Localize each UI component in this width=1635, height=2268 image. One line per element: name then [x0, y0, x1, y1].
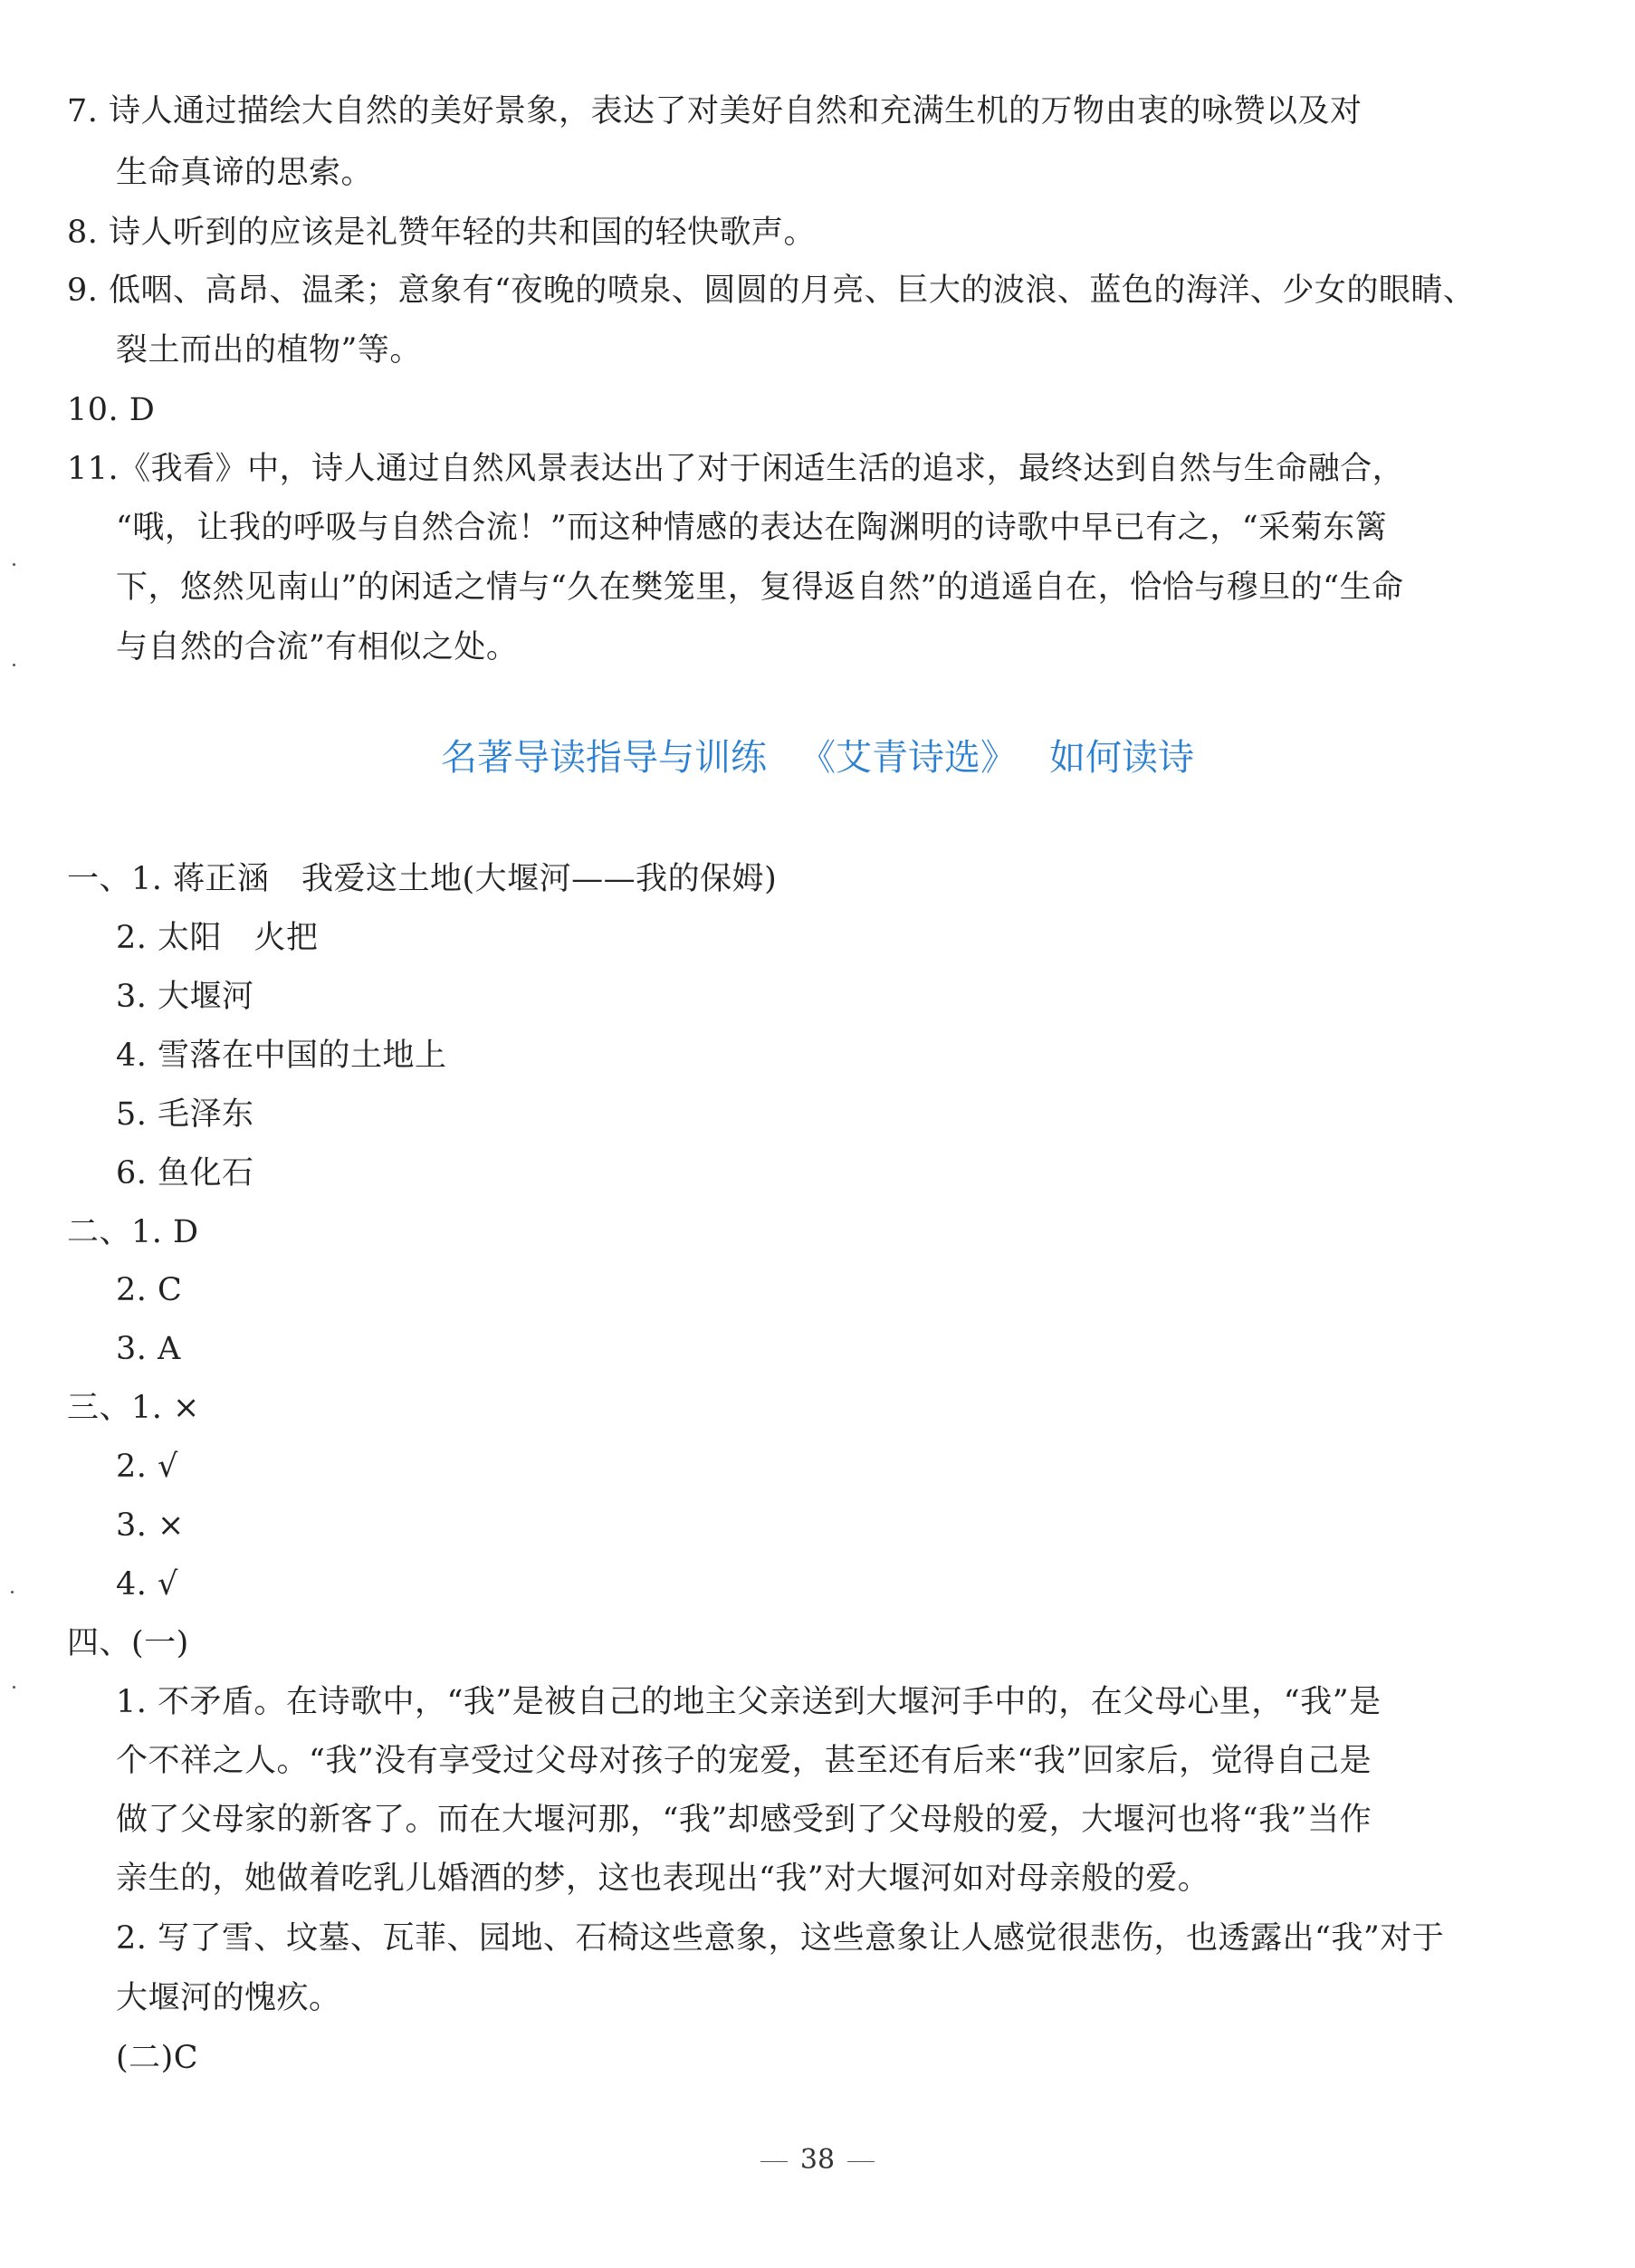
part-2-answer-2: 2. C: [116, 1272, 183, 1308]
scan-speck: [11, 1591, 14, 1593]
answer-7-line-2: 生命真谛的思索。: [116, 155, 374, 191]
scan-speck: [13, 664, 15, 666]
part-1-answer-2: 2. 太阳 火把: [116, 920, 319, 956]
scan-speck: [13, 1686, 15, 1689]
dash-right-icon: [847, 2161, 875, 2162]
answer-11-line-4: 与自然的合流”有相似之处。: [116, 629, 519, 665]
part-2-answer-1: 二、1. D: [67, 1214, 199, 1250]
part-1-answer-5: 5. 毛泽东: [116, 1096, 254, 1133]
dash-left-icon: [760, 2161, 788, 2162]
part-3-answer-2: 2. √: [116, 1449, 178, 1485]
answer-9-line-2: 裂土而出的植物”等。: [116, 332, 422, 368]
part-4-answer-1-line-3: 做了父母家的新客了。而在大堰河那，“我”却感受到了父母般的爱，大堰河也将“我”当作: [116, 1802, 1372, 1838]
answer-11-line-3: 下，悠然见南山”的闲适之情与“久在樊笼里，复得返自然”的逍遥自在，恰恰与穆旦的“生命: [116, 569, 1404, 606]
section-heading: [0, 735, 1635, 780]
answer-10: 10. D: [67, 392, 156, 428]
answer-7-line-1: 7. 诗人通过描绘大自然的美好景象，表达了对美好自然和充满生机的万物由衷的咏赞以及对: [67, 93, 1362, 129]
answer-11-line-2: “哦，让我的呼吸与自然合流！”而这种情感的表达在陶渊明的诗歌中早已有之，“采菊东篱: [116, 510, 1388, 546]
page-number-value: 38: [799, 2144, 836, 2176]
part-4-answer-2-line-1: 2. 写了雪、坟墓、瓦菲、园地、石椅这些意象，这些意象让人感觉很悲伤，也透露出“我”对于: [116, 1920, 1445, 1957]
part-3-answer-1: 三、1. ×: [67, 1390, 200, 1426]
part-1-answer-3: 3. 大堰河: [116, 979, 254, 1015]
answer-9-line-1: 9. 低咽、高昂、温柔；意象有“夜晚的喷泉、圆圆的月亮、巨大的波浪、蓝色的海洋、少女的眼睛、: [67, 273, 1476, 309]
answer-11-line-1: 11.《我看》中，诗人通过自然风景表达出了对于闲适生活的追求，最终达到自然与生命融合，: [67, 451, 1405, 487]
section-title-book: 《艾青诗选》: [799, 737, 1017, 779]
part-1-answer-4: 4. 雪落在中国的土地上: [116, 1038, 447, 1074]
scan-speck: [13, 563, 15, 566]
section-title-main: 名著导读指导与训练: [441, 737, 767, 779]
part-1-answer-1: 一、1. 蒋正涵 我爱这土地(大堰河——我的保姆): [67, 861, 778, 897]
part-4-answer-1-line-1: 1. 不矛盾。在诗歌中，“我”是被自己的地主父亲送到大堰河手中的，在父母心里，“我”是: [116, 1684, 1382, 1720]
part-4-answer-1-line-2: 个不祥之人。“我”没有享受过父母对孩子的宠爱，甚至还有后来“我”回家后，觉得自己是: [116, 1743, 1372, 1779]
answer-8: 8. 诗人听到的应该是礼赞年轻的共和国的轻快歌声。: [67, 215, 817, 251]
part-4-answer-1-line-4: 亲生的，她做着吃乳儿婚酒的梦，这也表现出“我”对大堰河如对母亲般的爱。: [116, 1861, 1210, 1897]
page-number: [0, 2142, 1635, 2178]
part-1-answer-6: 6. 鱼化石: [116, 1155, 254, 1191]
part-2-answer-3: 3. A: [116, 1331, 181, 1367]
part-3-answer-3: 3. ×: [116, 1507, 185, 1544]
part-4-heading: 四、(一): [67, 1625, 189, 1661]
part-3-answer-4: 4. √: [116, 1566, 178, 1603]
part-4-answer-2-line-2: 大堰河的愧疚。: [116, 1980, 341, 2016]
section-title-topic: 如何读诗: [1049, 737, 1194, 779]
part-4-subpart-2: (二)C: [116, 2040, 199, 2076]
